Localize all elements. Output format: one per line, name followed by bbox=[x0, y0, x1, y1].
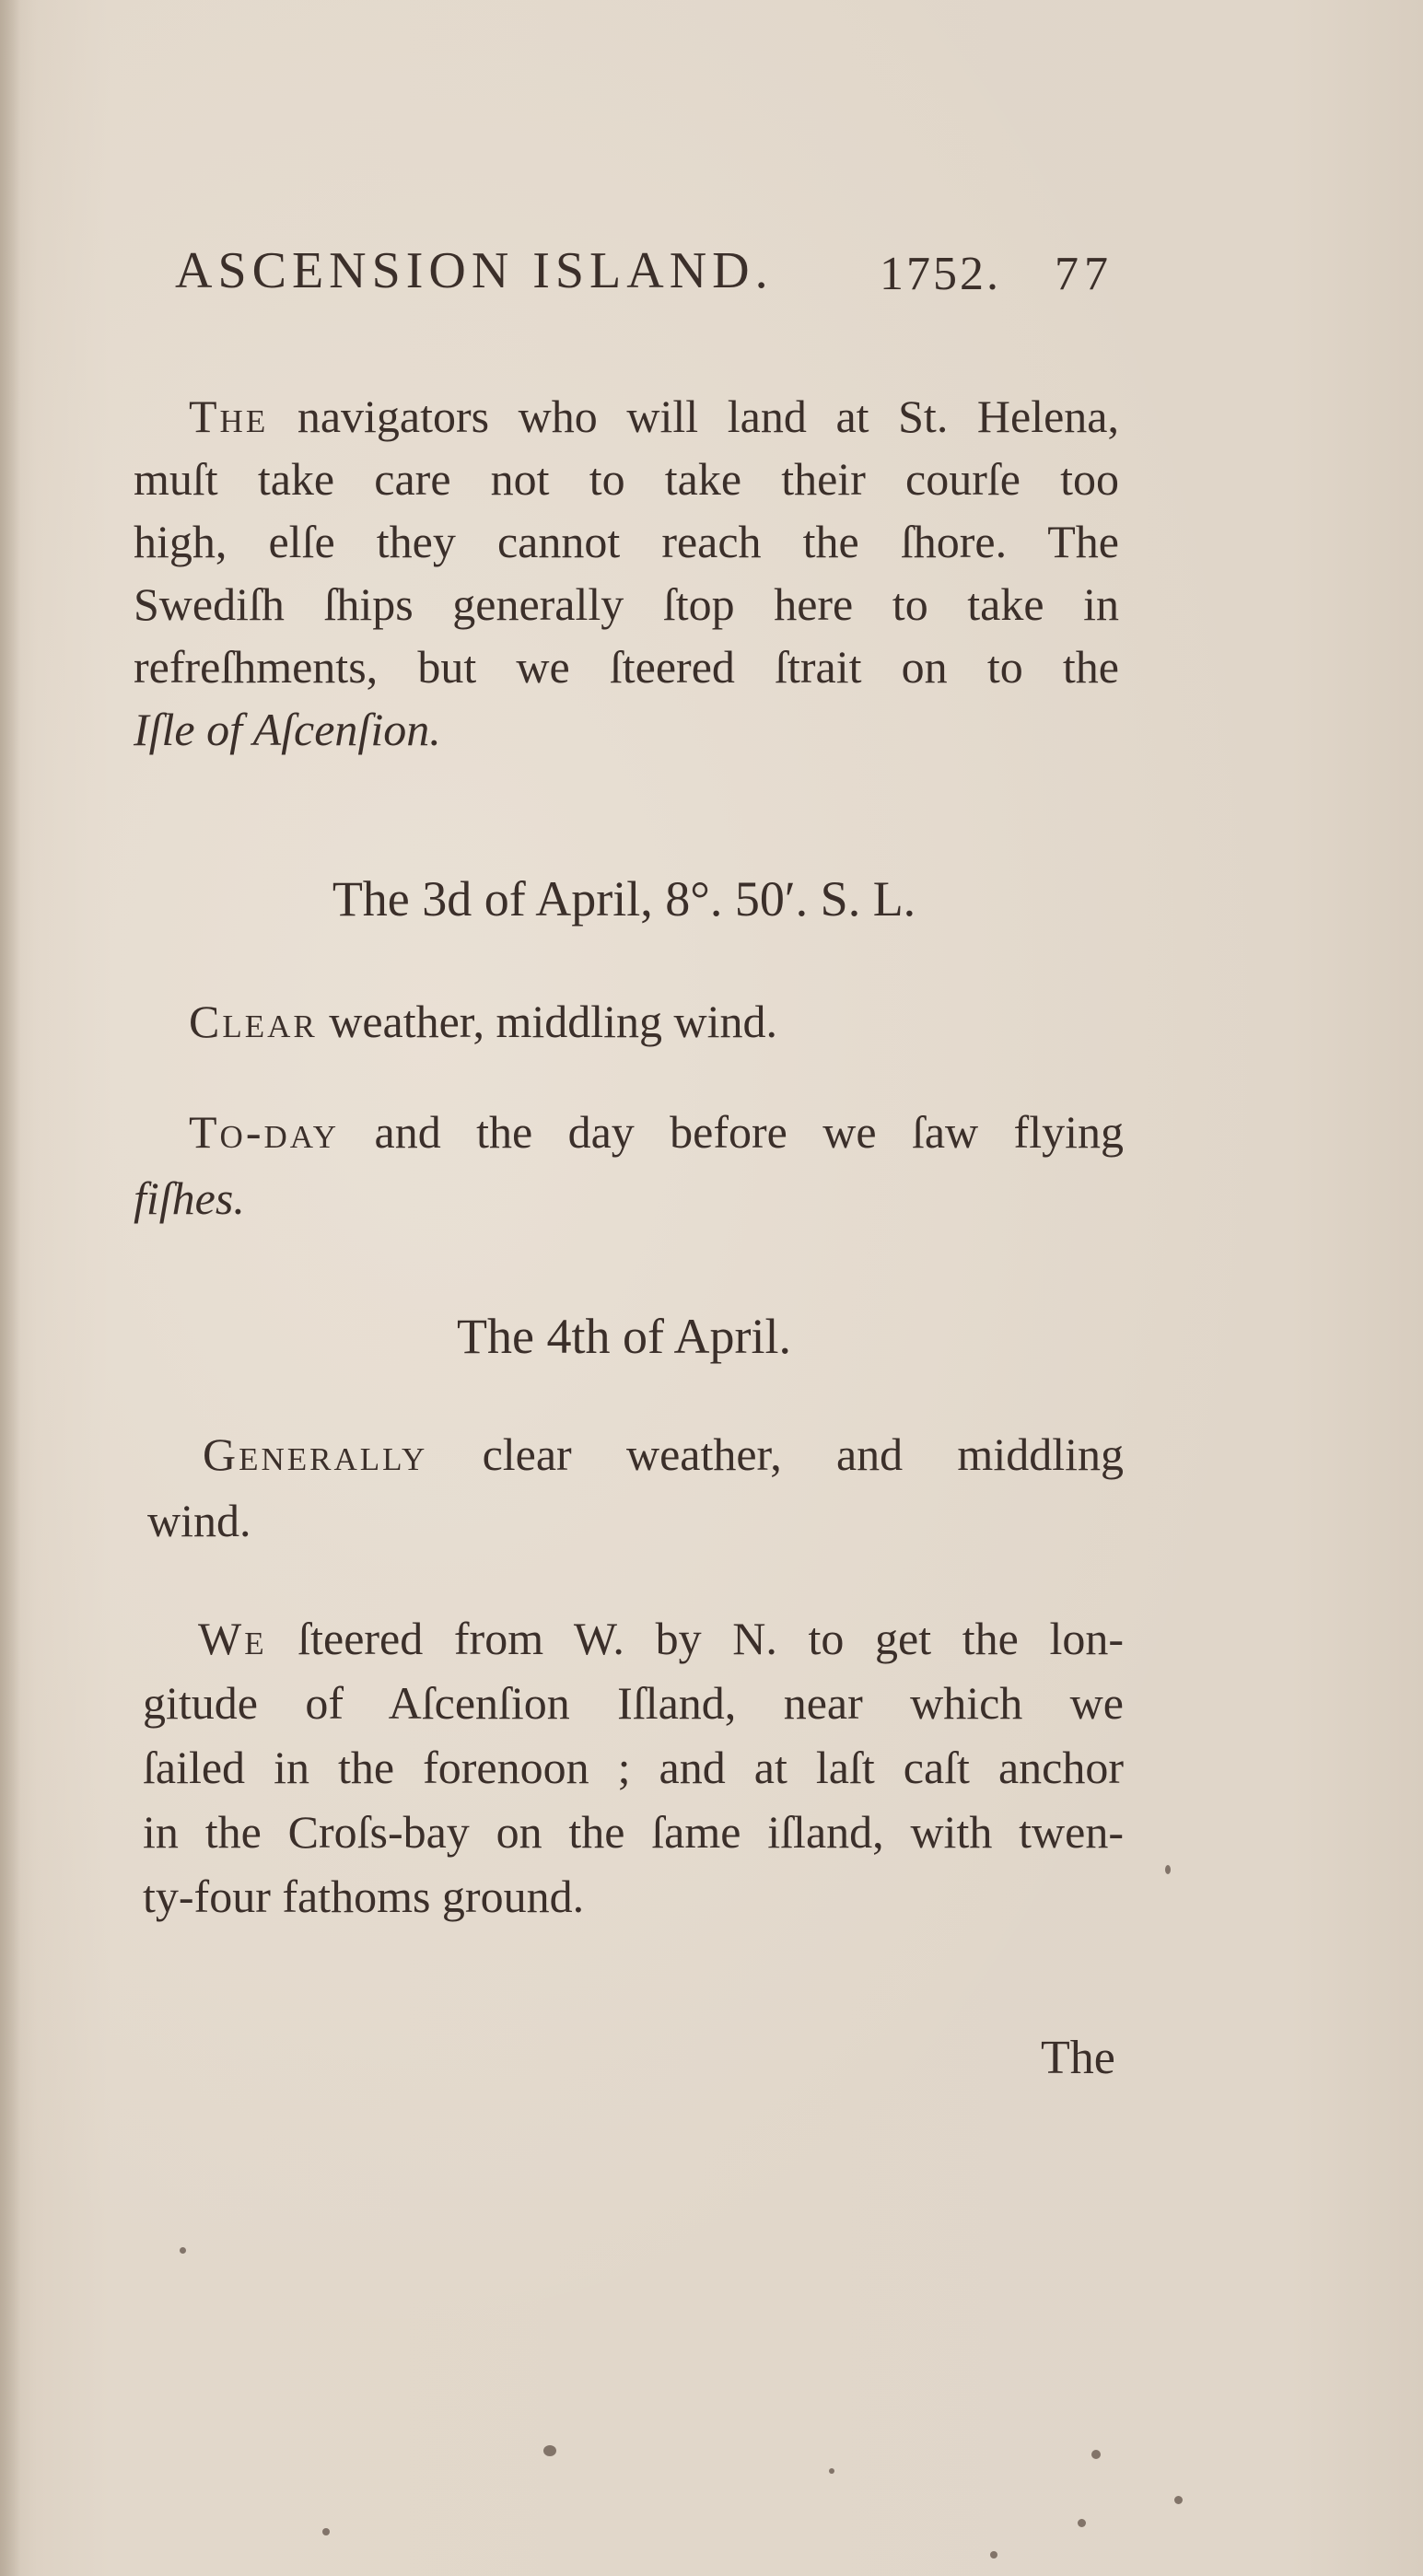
paragraph-lead-word: Generally bbox=[203, 1428, 428, 1480]
catchword: The bbox=[1041, 2032, 1115, 2084]
paragraph-line: Generally clear weather, and middling bbox=[203, 1428, 1125, 1480]
paper-speck bbox=[322, 2528, 330, 2535]
paragraph-line: The navigators who will land at St. Helena, bbox=[189, 390, 1120, 442]
paper-speck bbox=[1165, 1865, 1171, 1874]
page-gutter-shadow bbox=[0, 0, 20, 2576]
paragraph-generally-clear bbox=[147, 1423, 1124, 1556]
paragraph-line: gitude of Aſcenſion Iſland, near which we bbox=[143, 1677, 1124, 1729]
paragraph-ascension-anchor bbox=[143, 1607, 1124, 1929]
paragraph-text: weather, middling wind. bbox=[329, 996, 778, 1047]
paragraph-line: ſailed in the forenoon ; and at laſt caſt anchor bbox=[143, 1742, 1124, 1793]
paper-speck bbox=[990, 2551, 997, 2559]
paragraph-lead-word: To-day bbox=[189, 1106, 340, 1158]
paper-speck bbox=[1091, 2450, 1101, 2459]
paragraph-line: To-day and the day before we ſaw flying bbox=[189, 1106, 1124, 1158]
paragraph-line: Iſle of Aſcenſion. bbox=[134, 704, 441, 755]
paragraph-lead-word: We bbox=[198, 1613, 267, 1664]
paragraph-lead-word: Clear bbox=[189, 996, 318, 1047]
page-number: 77 bbox=[1055, 248, 1114, 300]
date-heading-april-4: The 4th of April. bbox=[457, 1309, 791, 1364]
paper-speck bbox=[543, 2445, 556, 2456]
paragraph-line: Swediſh ſhips generally ſtop here to take in bbox=[134, 578, 1119, 630]
running-head-title: ASCENSION ISLAND. bbox=[175, 242, 774, 299]
paragraph-line: fiſhes. bbox=[134, 1172, 245, 1224]
paragraph-clear-weather bbox=[189, 990, 1110, 1053]
paragraph-line: high, elſe they cannot reach the ſhore. The bbox=[134, 516, 1119, 567]
running-head-year: 1752. bbox=[880, 248, 1001, 300]
paragraph-line: We ſteered from W. by N. to get the lon- bbox=[198, 1613, 1124, 1664]
paragraph-flying-fishes bbox=[134, 1101, 1124, 1233]
paragraph-lead-word: The bbox=[189, 390, 269, 442]
paper-speck bbox=[1078, 2519, 1086, 2527]
paragraph-line: wind. bbox=[147, 1495, 251, 1546]
paragraph-line: muſt take care not to take their courſe too bbox=[134, 453, 1119, 505]
paragraph-line: refreſhments, but we ſteered ſtrait on to the bbox=[134, 641, 1119, 693]
paper-speck bbox=[1174, 2496, 1183, 2504]
paper-speck bbox=[829, 2468, 834, 2474]
paragraph-line: ty-four fathoms ground. bbox=[143, 1871, 585, 1922]
running-head bbox=[175, 241, 1133, 315]
date-heading-april-3: The 3d of April, 8°. 50′. S. L. bbox=[332, 871, 916, 927]
paper-speck bbox=[180, 2247, 186, 2254]
paragraph-navigators bbox=[134, 385, 1119, 761]
paragraph-line: in the Croſs-bay on the ſame iſland, with twen- bbox=[143, 1806, 1124, 1858]
